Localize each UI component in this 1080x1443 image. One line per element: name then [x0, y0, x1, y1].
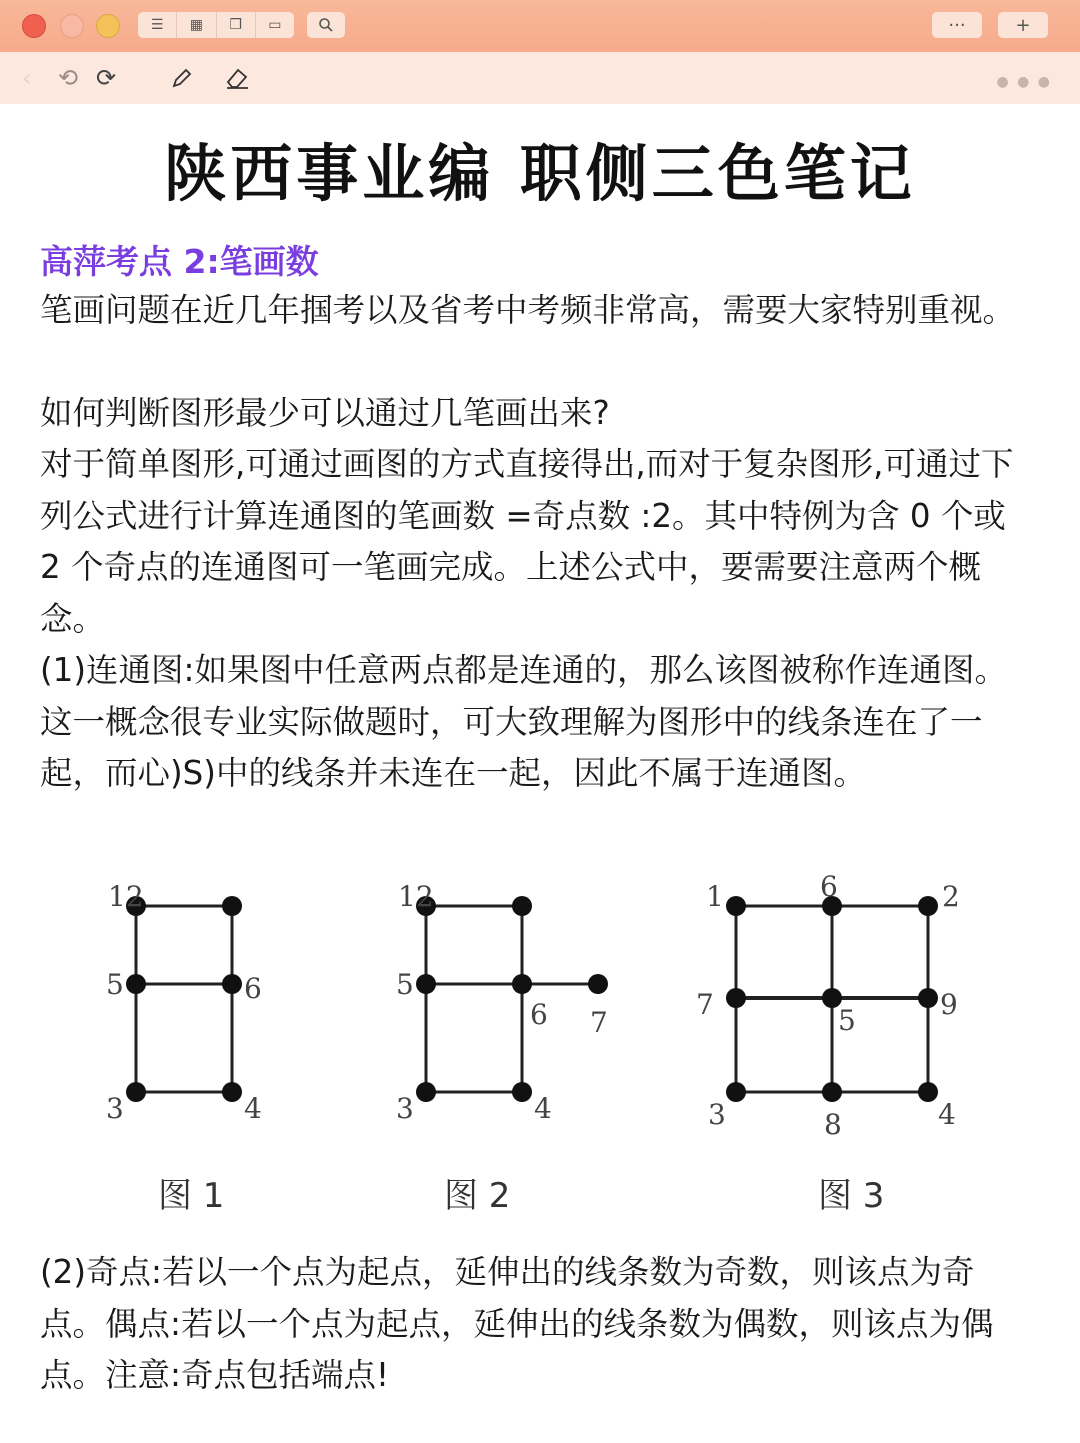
- fig1-label-6: 6: [244, 972, 262, 1005]
- fig1-label-4: 4: [244, 1092, 262, 1125]
- figure-2-graph: [390, 868, 630, 1128]
- fig2-label-12: 12: [398, 880, 434, 913]
- paragraph-intro: 笔画问题在近几年掴考以及省考中考频非常高，需要大家特别重视。: [40, 291, 1016, 329]
- window-icon[interactable]: ▭: [268, 17, 282, 33]
- list-icon[interactable]: ☰: [138, 12, 177, 38]
- redo-icon[interactable]: ⟳: [96, 64, 117, 92]
- figure-3-graph: [690, 868, 990, 1148]
- paragraph-concept-connected: (1)连通图:如果图中任意两点都是连通的，那么该图被称作连通图。这一概念很专业实际做题时，可大致理解为图形中的线条连在了一起，而心)S)中的线条并未连在一起，因此不属于连通图。: [40, 651, 1007, 792]
- add-button[interactable]: +: [998, 12, 1048, 38]
- back-icon[interactable]: ‹: [22, 64, 32, 92]
- fig2-label-4: 4: [534, 1092, 552, 1125]
- eraser-icon[interactable]: [224, 66, 250, 90]
- figure-2-caption: 图 2: [444, 1176, 511, 1216]
- paragraph-concept-odd-point: (2)奇点:若以一个点为起点，延伸出的线条数为奇数，则该点为奇点。偶点:若以一个点为起点，延伸出的线条数为偶数，则该点为偶点。注意:奇点包括端点!: [40, 1253, 994, 1394]
- figure-3-caption: 图 3: [818, 1176, 885, 1216]
- window-titlebar: [0, 0, 1080, 52]
- zoom-window-button[interactable]: [96, 14, 120, 38]
- grid-icon[interactable]: ▦: [177, 12, 216, 38]
- fig3-label-6: 6: [820, 870, 838, 903]
- page-title: 陕西事业编 职侧三色笔记: [164, 137, 916, 210]
- fig3-label-5: 5: [838, 1004, 856, 1037]
- fig3-label-8: 8: [824, 1108, 842, 1141]
- view-toolbar-group: [138, 12, 294, 38]
- pencil-icon[interactable]: [170, 66, 194, 90]
- figure-1-caption: 图 1: [158, 1176, 225, 1216]
- paragraph-question: 如何判断图形最少可以通过几笔画出来?: [40, 394, 610, 432]
- fig2-label-5: 5: [396, 968, 414, 1001]
- fig3-label-3: 3: [708, 1098, 726, 1131]
- fig1-label-5: 5: [106, 968, 124, 1001]
- fig3-label-7: 7: [696, 988, 714, 1021]
- close-window-button[interactable]: [22, 14, 46, 38]
- fig1-label-12: 12: [108, 880, 144, 913]
- book-icon[interactable]: ❒: [217, 12, 256, 38]
- toolbar-overflow-dots: ● ● ●: [996, 74, 1052, 90]
- more-button[interactable]: ···: [932, 12, 982, 38]
- paragraph-formula: 对于简单图形,可通过画图的方式直接得出,而对于复杂图形,可通过下列公式进行计算连通图的笔画数 =奇点数 :2。其中特例为含 0 个或 2 个奇点的连通图可一笔画完成。上述公式中，要需要注意两个概念。: [40, 445, 1014, 638]
- figure-1-graph: [100, 868, 280, 1128]
- fig3-label-4: 4: [938, 1098, 956, 1131]
- fig2-label-3: 3: [396, 1092, 414, 1125]
- fig2-label-7: 7: [590, 1006, 608, 1039]
- fig3-label-2: 2: [942, 880, 960, 913]
- fig3-label-1: 1: [706, 880, 724, 913]
- undo-icon[interactable]: ⟲: [58, 64, 79, 92]
- search-button[interactable]: [307, 12, 345, 38]
- fig1-label-3: 3: [106, 1092, 124, 1125]
- fig3-label-9: 9: [940, 988, 958, 1021]
- fig2-label-6: 6: [530, 998, 548, 1031]
- minimize-window-button[interactable]: [60, 14, 84, 38]
- section-heading: 高萍考点 2:笔画数: [40, 242, 319, 281]
- search-icon: [318, 17, 334, 33]
- edit-toolbar: [0, 52, 1080, 104]
